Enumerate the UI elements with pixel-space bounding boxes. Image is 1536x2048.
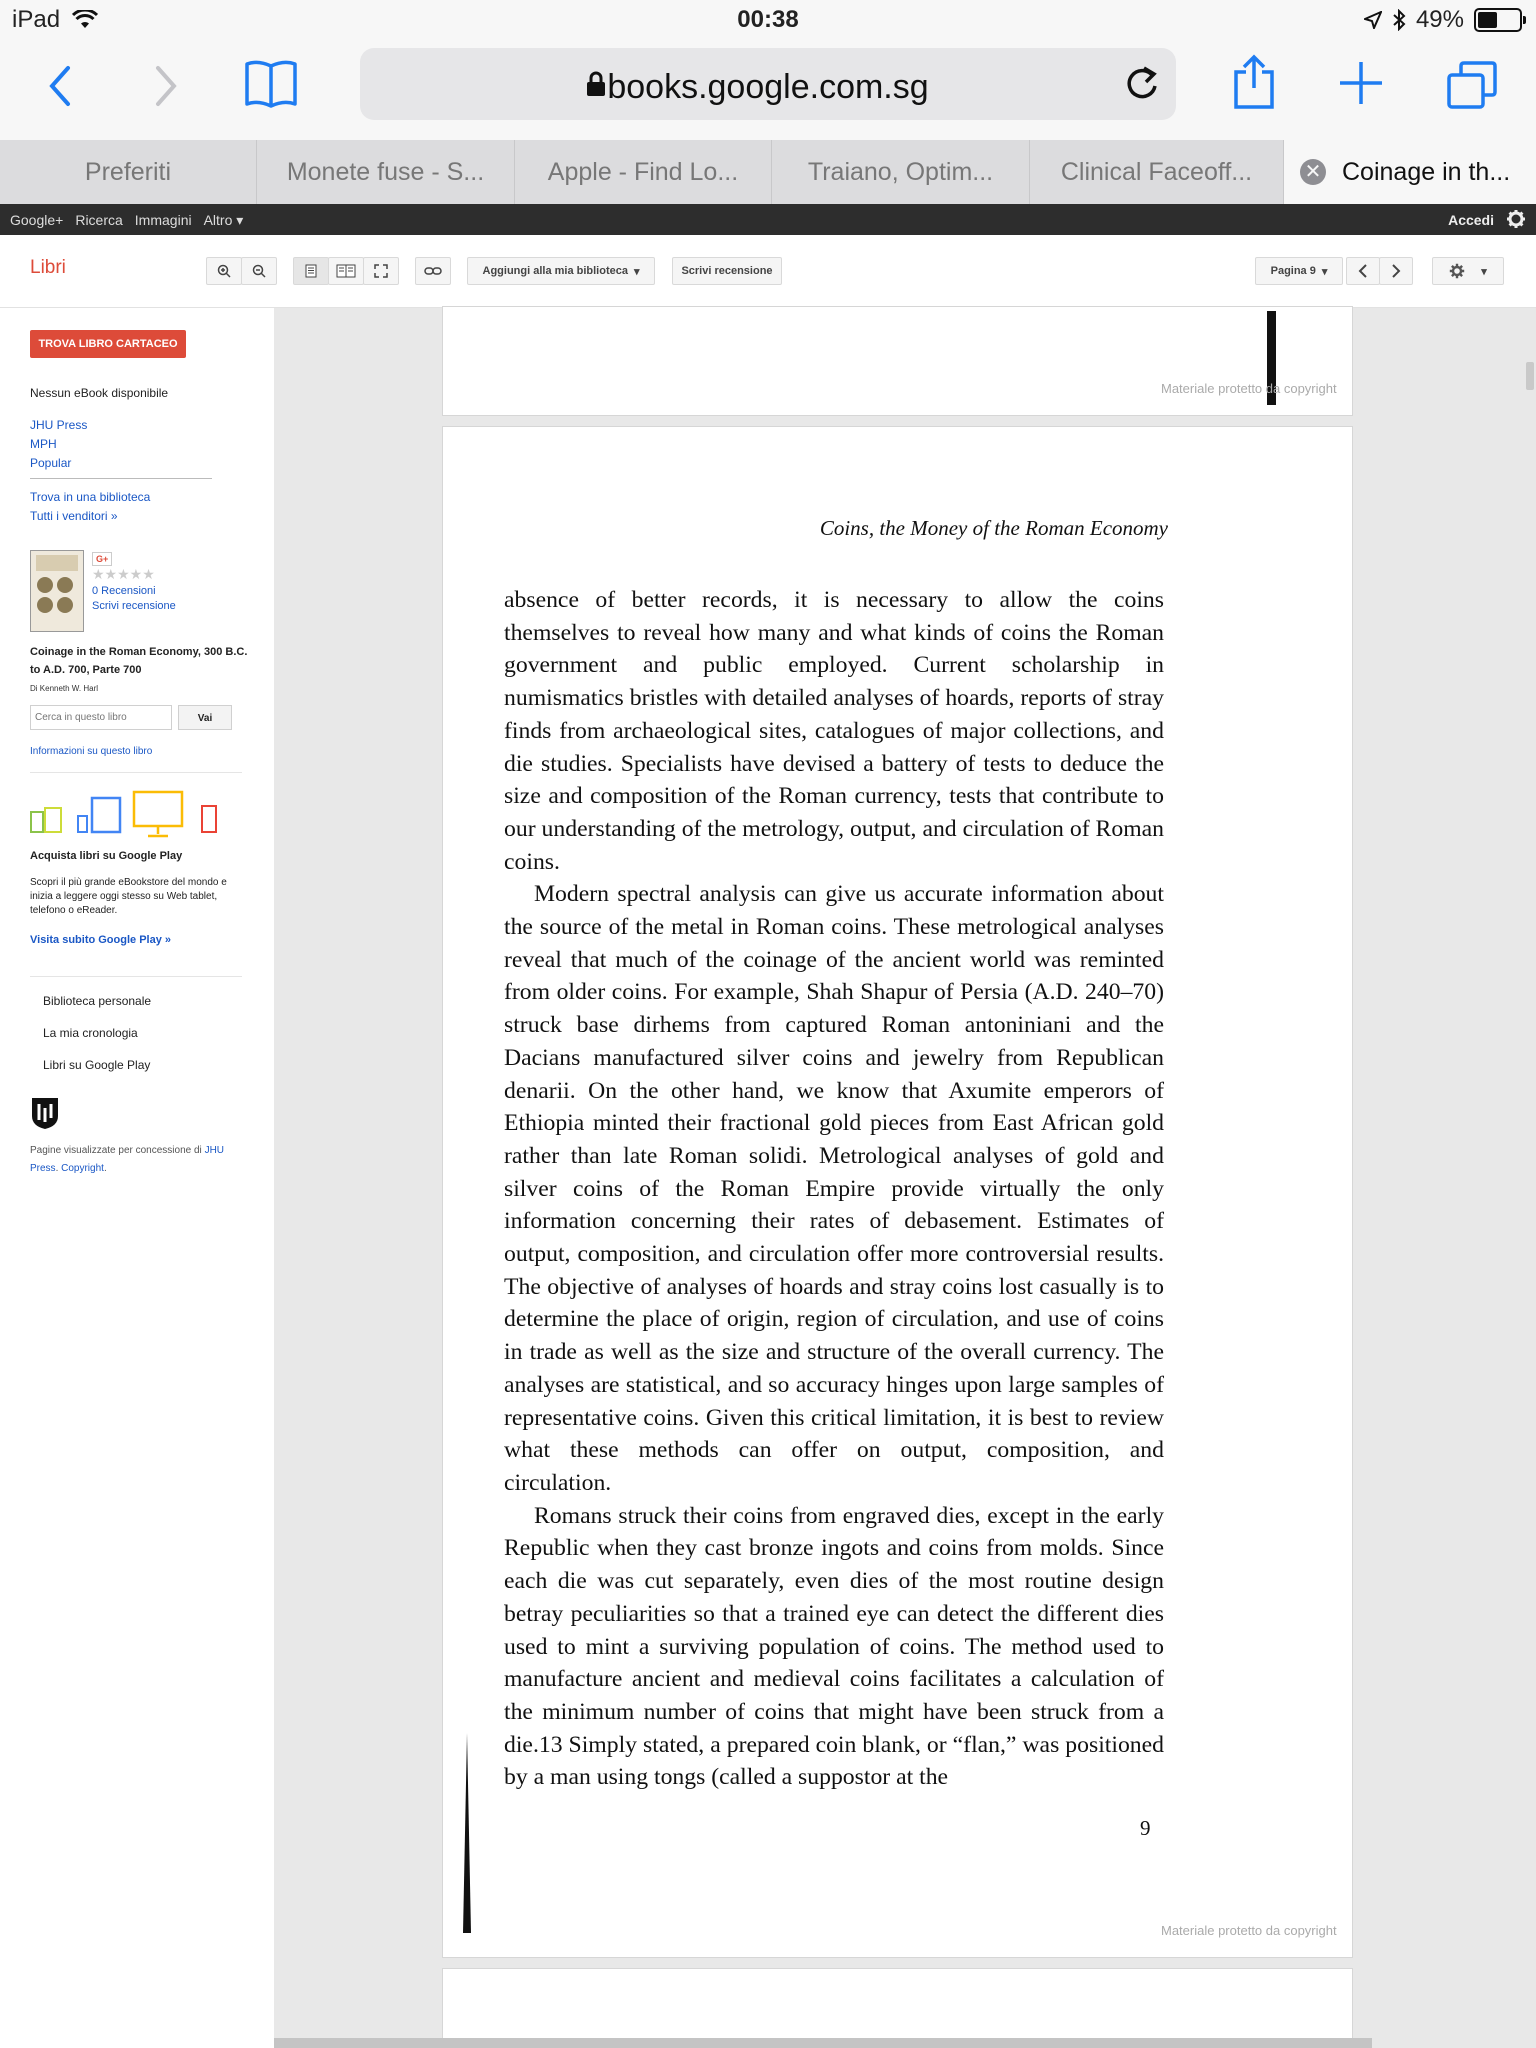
- settings-gear-icon: [1449, 263, 1465, 279]
- wifi-icon: [72, 10, 98, 30]
- tab-coinage-active[interactable]: [1284, 140, 1536, 204]
- location-arrow-icon: [1364, 11, 1382, 29]
- menu-play-books[interactable]: Libri su Google Play: [43, 1058, 151, 1072]
- back-icon[interactable]: [46, 64, 74, 108]
- gbar-link-immagini[interactable]: Immagini: [134, 212, 192, 228]
- paragraph-3: Romans struck their coins from engraved dies, except in the early Republic when they cast bronze ingots and coins from molds. Since each die was cut separately, even dies of the most routine design betray peculiarities so that a trained eye can detect the different dies used to mint a surviving population of coins. The method used to manufacture ancient and medieval coins facilitates a calculation of the minimum number of coins that might have been struck from a die.13 Simply stated, a prepared coin blank, or “flan,” was positioned by a man using tongs (called a suppostor at the: [504, 1502, 1164, 1791]
- book-author: Di Kenneth W. Harl: [30, 684, 99, 693]
- reload-icon[interactable]: [1122, 64, 1162, 104]
- jhu-press-logo: [30, 1096, 60, 1130]
- book-cover[interactable]: [30, 550, 84, 632]
- play-link[interactable]: Visita subito Google Play »: [30, 934, 172, 946]
- page-body: [504, 584, 1164, 1794]
- single-page-button[interactable]: [293, 257, 329, 285]
- add-library-label: Aggiungi alla mia biblioteca: [482, 265, 628, 277]
- search-go-button[interactable]: Vai: [178, 705, 232, 730]
- no-ebook-text: Nessun eBook disponibile: [30, 386, 169, 400]
- tab-preferiti[interactable]: Preferiti: [0, 140, 257, 204]
- gbar-link-ricerca[interactable]: Ricerca: [75, 212, 123, 228]
- share-icon[interactable]: [1232, 54, 1276, 110]
- gplus-button[interactable]: G+: [92, 552, 112, 566]
- close-tab-icon[interactable]: ✕: [1300, 159, 1326, 185]
- menu-history[interactable]: La mia cronologia: [43, 1026, 138, 1040]
- page-select-label: Pagina 9: [1270, 265, 1316, 277]
- libri-logo[interactable]: Libri: [30, 257, 66, 278]
- device-name: iPad: [12, 6, 61, 33]
- gbar-link-googleplus[interactable]: Google+: [10, 212, 64, 228]
- divider: [30, 976, 242, 977]
- divider: [30, 772, 242, 773]
- books-header: [0, 235, 1536, 308]
- seller-link-mph[interactable]: MPH: [30, 437, 57, 451]
- google-bar: [0, 204, 1536, 235]
- about-book-link[interactable]: Informazioni su questo libro: [30, 746, 153, 757]
- publisher-link[interactable]: JHU Press: [30, 1145, 225, 1174]
- page-select[interactable]: [1255, 257, 1343, 285]
- scan-mark: [463, 1733, 471, 1933]
- single-page-icon: [305, 264, 317, 278]
- link-icon: [424, 266, 442, 276]
- courtesy-label: Pagine visualizzate per concessione di: [30, 1145, 202, 1156]
- link-button[interactable]: [415, 257, 451, 285]
- gbar-link-altro[interactable]: Altro ▾: [203, 212, 244, 228]
- new-tab-icon[interactable]: [1338, 60, 1384, 106]
- prev-page-button[interactable]: [1346, 257, 1380, 285]
- write-review-link[interactable]: Scrivi recensione: [92, 600, 176, 612]
- signin-link[interactable]: Accedi: [1448, 212, 1494, 228]
- tab-clinical-faceoff[interactable]: Clinical Faceoff...: [1030, 140, 1284, 204]
- paragraph-2: Modern spectral analysis can give us accurate information about the source of the metal in Roman coins. These metrological analyses reveal that much of the coinage of the ancient world was reminted from older coins. For example, Shah Shapur of Persia (A.D. 240–70) struck base dirhems from captured Roman antoniniani and the Dacians manufactured silver coins and jewelry from Republican denarii. On the other hand, we know that Axumite emperors of Ethiopia minted their fractional gold pieces from East African gold rather than late Roman solidi. Metrological analyses of gold and silver coins of the Roman Empire provide virtually the only information concerning their rates of debasement. Estimates of output, composition, and circulation offer more controversial results. The objective of analyses of hoards and stray coins lost casually is to determine the place of origin, region of circulation, and use of coins in trade as well as the size and structure of the overall currency. The analyses are statistical, and so accuracy hinges upon large samples of representative coins. Given this critical limitation, it is best to review what these methods can offer on output, composition, and circulation.: [504, 881, 1164, 1496]
- active-tab-title: Coinage in th...: [1342, 158, 1511, 186]
- horizontal-scrollbar[interactable]: [274, 2038, 1372, 2048]
- tabs-overview-icon[interactable]: [1446, 60, 1498, 110]
- status-bar: [0, 0, 1536, 40]
- page-number: 9: [1140, 1816, 1151, 1840]
- battery-percent: 49%: [1415, 6, 1464, 33]
- copyright-notice: Materiale protetto da copyright: [1161, 1923, 1337, 1938]
- bluetooth-icon: [1392, 9, 1406, 31]
- tab-monete-fuse[interactable]: Monete fuse - S...: [257, 140, 515, 204]
- copyright-notice: Materiale protetto da copyright: [1161, 381, 1337, 396]
- fullscreen-button[interactable]: [363, 257, 399, 285]
- copyright-link[interactable]: Copyright: [61, 1163, 104, 1174]
- tab-bar: [0, 140, 1536, 204]
- chevron-left-icon: [1358, 264, 1368, 278]
- tab-apple-find[interactable]: Apple - Find Lo...: [515, 140, 772, 204]
- chevron-right-icon: [1391, 264, 1401, 278]
- zoom-out-icon: [252, 264, 266, 278]
- zoom-in-icon: [217, 264, 231, 278]
- battery-level: [1478, 12, 1497, 28]
- dropdown-arrow-icon: ▾: [1321, 265, 1328, 278]
- tab-traiano[interactable]: Traiano, Optim...: [772, 140, 1030, 204]
- play-heading: Acquista libri su Google Play: [30, 850, 183, 862]
- find-print-book-button[interactable]: TROVA LIBRO CARTACEO: [30, 330, 186, 358]
- dropdown-arrow-icon: ▾: [1481, 265, 1487, 278]
- all-sellers-link[interactable]: Tutti i venditori »: [30, 509, 118, 523]
- search-in-book-input[interactable]: [30, 705, 172, 730]
- rating-stars[interactable]: ★★★★★: [92, 566, 155, 582]
- settings-button[interactable]: [1432, 257, 1504, 285]
- play-description: Scopri il più grande eBookstore del mondo e inizia a leggere oggi stesso su Web tablet, telefono o eReader.: [30, 877, 227, 916]
- two-page-icon: [336, 264, 356, 278]
- forward-icon[interactable]: [152, 64, 180, 108]
- reviews-link[interactable]: 0 Recensioni: [92, 585, 156, 597]
- sidebar: [0, 308, 274, 2048]
- next-page-button[interactable]: [1379, 257, 1413, 285]
- paragraph-1: absence of better records, it is necessary to allow the coins themselves to reveal how many and what kinds of coins the Roman government and public employed. Current scholarship in numismatics bristles with detailed analyses of hoards, reports of stray finds from archaeological sites, catalogues of major collections, and die studies. Specialists have devised a battery of tests to deduce the size and composition of the Roman currency, tests that contribute to our understanding of the metrology, output, and circulation of Roman coins.: [504, 587, 1164, 875]
- seller-link-popular[interactable]: Popular: [30, 456, 72, 470]
- menu-personal-library[interactable]: Biblioteca personale: [43, 994, 152, 1008]
- separator: .: [55, 1163, 62, 1174]
- bookmarks-icon[interactable]: [244, 58, 298, 110]
- period: .: [103, 1163, 107, 1174]
- add-to-library-button[interactable]: [467, 257, 655, 285]
- previous-page: [442, 306, 1353, 416]
- vertical-scrollbar[interactable]: [1526, 362, 1534, 390]
- zoom-out-button[interactable]: [241, 257, 277, 285]
- two-page-button[interactable]: [328, 257, 364, 285]
- devices-illustration-icon: [30, 790, 224, 840]
- fullscreen-icon: [374, 264, 388, 278]
- url-text: books.google.com.sg: [607, 68, 929, 106]
- running-head: Coins, the Money of the Roman Economy: [819, 516, 1168, 540]
- dropdown-arrow-icon: ▾: [633, 265, 640, 278]
- write-review-button[interactable]: Scrivi recensione: [672, 257, 782, 285]
- book-title: Coinage in the Roman Economy, 300 B.C. to A.D. 700, Parte 700: [30, 646, 248, 676]
- next-page: [442, 1968, 1353, 2040]
- find-library-link[interactable]: Trova in una biblioteca: [30, 490, 151, 504]
- clock: 00:38: [737, 6, 799, 33]
- zoom-in-button[interactable]: [206, 257, 242, 285]
- divider: [30, 478, 212, 479]
- battery-icon: [1474, 8, 1522, 32]
- gear-icon[interactable]: [1506, 209, 1526, 229]
- seller-link-jhu[interactable]: JHU Press: [30, 418, 88, 432]
- address-bar[interactable]: [360, 48, 1176, 120]
- courtesy-text: [30, 1142, 250, 1178]
